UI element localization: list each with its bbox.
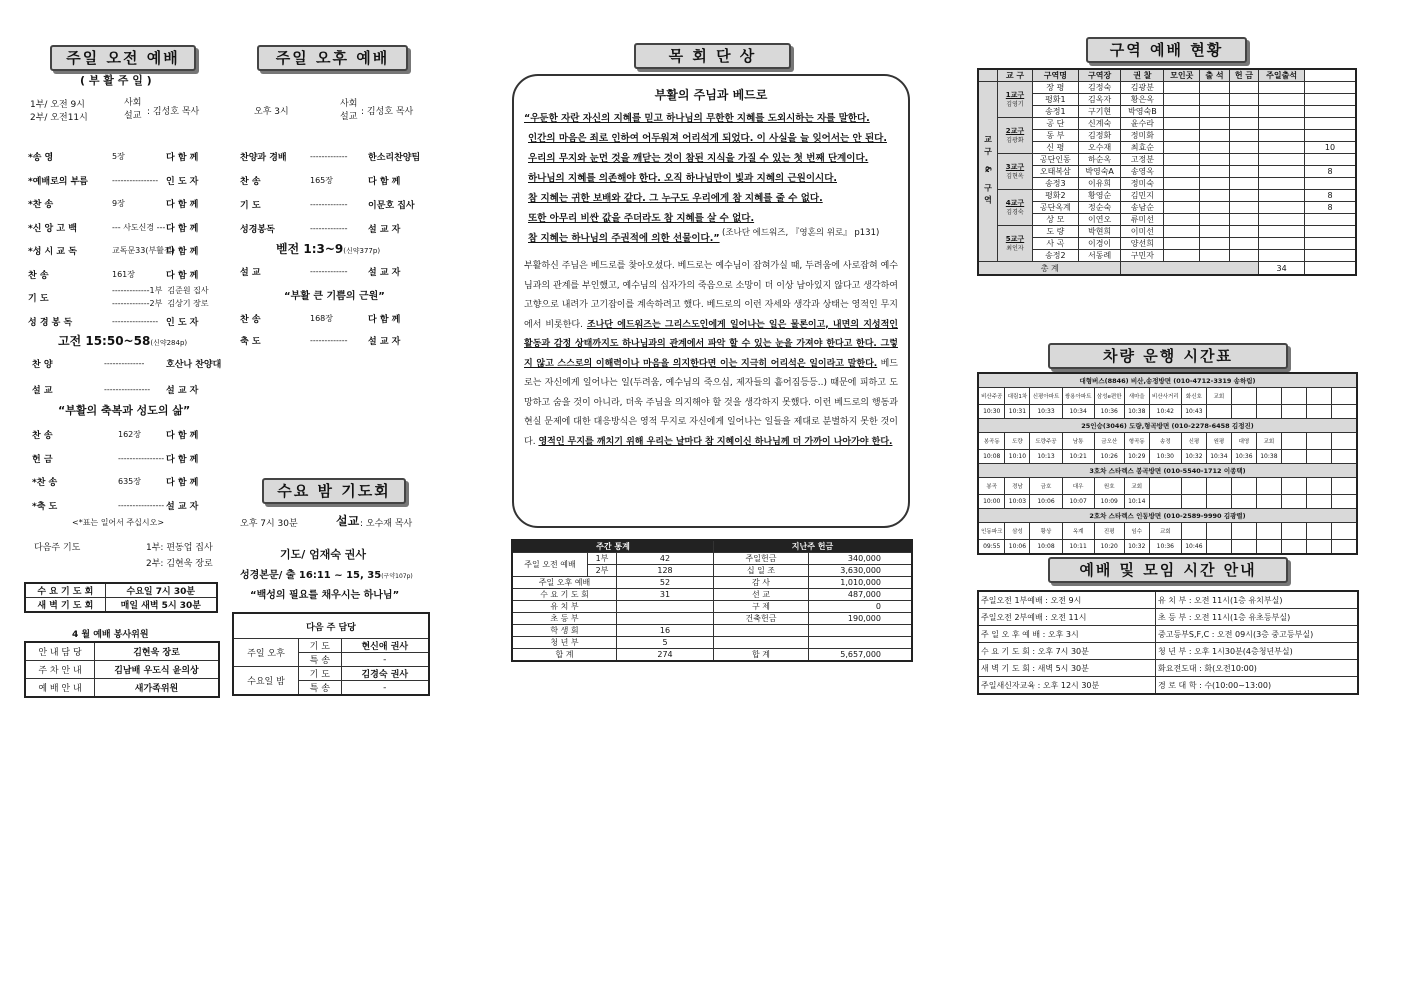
order-item-label: *성 시 교 독 [28, 247, 77, 257]
schedule-row: 주일새신자교육 : 오후 12시 30분 경 로 대 학 : 수(10:00~13:00) [978, 677, 1358, 695]
volunteers-table: 안 내 담 당 김현욱 장로 주 차 안 내 김남배 우도식 윤의상 예 배 안 내 새가족위원 [24, 641, 220, 698]
stats-row: 주일 오후 예배 52 감 사 1,010,000 [512, 577, 912, 589]
bus-stops: 인동파크 삼성 황상 옥계 진평 임수 교회 [978, 523, 1357, 540]
order-item-label: *송 영 [28, 153, 54, 163]
order-item-leader: 호산나 찬양대 [166, 360, 222, 370]
district-row: 5교구 최인자 도 량 박현희 이미선 [978, 226, 1356, 238]
order-item-middle: ---------------- [112, 316, 159, 326]
district-row: 공단옥계 정순숙 송남순 8 [978, 202, 1356, 214]
district-col-header: 구역장 [1078, 69, 1121, 82]
order-item-label: 축 도 [240, 337, 261, 347]
order-item-label: 설 교 [240, 268, 261, 278]
schedule-row: 주 일 오 후 예 배 : 오후 3시 중고등부S,F,C : 오전 09시(3층 중고등부실) [978, 626, 1358, 643]
quote-line: 참 지혜는 하나님의 주권적에 의한 선물이다.” [528, 233, 720, 244]
order-item-label: 기 도 [240, 201, 261, 211]
order-item-leader: 다 함 께 [166, 247, 199, 257]
am-worship-header: 주일 오전 예배 [50, 45, 196, 71]
order-item-label: 찬 송 [240, 315, 261, 325]
district-row: 동 부 김정화 정미화 [978, 130, 1356, 142]
pm-scripture: 벧전 1:3~9(신약377p) [276, 242, 381, 256]
prayer-meeting-table: 수 요 기 도 회 수요일 7시 30분 새 벽 기 도 회 매일 새벽 5시 30분 [24, 582, 218, 613]
order-item-middle: ------------- [310, 224, 348, 233]
order-item-label: 찬 양 [32, 360, 53, 370]
quote-line: “우둔한 자란 자신의 지혜를 믿고 하나님의 무한한 지혜를 도외시하는 자를 말한다. [524, 113, 870, 124]
order-item-leader: 다 함 께 [368, 177, 401, 187]
order-item-leader: 설 교 자 [368, 268, 401, 278]
order-item-label: 찬 송 [28, 270, 49, 281]
order-item-middle: ------------- [310, 152, 348, 161]
district-total-row: 총 계 34 [978, 262, 1356, 276]
order-item-middle: ---------------- [104, 385, 151, 394]
order-item-label: 성 경 봉 독 [28, 317, 73, 328]
district-side-label: 교구 & 구역 [978, 82, 998, 262]
order-item-middle: ------------- [310, 336, 348, 345]
bus-header: 차량 운행 시간표 [1048, 343, 1288, 369]
order-item-label: 설 교 [32, 386, 53, 396]
am-service-2: 2부/ 오전11시 [30, 113, 88, 123]
order-item-middle: 9장 [112, 199, 125, 208]
quote-line: 또한 아무리 비싼 값을 주더라도 참 지혜를 살 수 없다. [528, 213, 755, 224]
order-item-leader: 설 교 자 [368, 225, 401, 235]
pm-preacher: : 김성호 목사 [361, 107, 414, 117]
order-item-middle: --- 사도신경 --- [112, 222, 166, 232]
pastor-quote [524, 109, 898, 249]
next-prayer-label: 다음주 기도 [34, 543, 81, 553]
district-col-header: 출 석 [1200, 69, 1230, 82]
next-prayer-2: 2부: 김현욱 장로 [146, 559, 213, 569]
bus-stops: 비산주공 대림1차 신평아파트 쌍용아파트 삼성e편한 새마을 비산사거리 화신호 교회 [978, 388, 1357, 405]
district-row: 사 곡 이경이 양선희 [978, 238, 1356, 250]
pm-worship-header: 주일 오후 예배 [257, 45, 408, 71]
district-row: 송정1 구기현 박영숙B [978, 106, 1356, 118]
pm-time: 오후 3시 [254, 107, 289, 117]
district-group: 3교구 김현옥 [998, 154, 1033, 190]
stats-row: 학 생 회 16 [512, 625, 912, 637]
order-item-middle: ------------- [310, 200, 348, 209]
order-item-label: *찬 송 [32, 478, 58, 488]
order-item-middle: 교독문33(부활절) [112, 246, 175, 255]
next-week-table: 다음 주 담당 주일 오후 기 도 현신애 권사 특 송 - 수요일 밤 기 도 김경숙 권사 특 송 - [232, 612, 430, 696]
order-item-middle: 162장 [118, 430, 141, 439]
pm-preach-label: 사회 설교 [340, 99, 358, 122]
district-row: 신 평 오수재 최효순 10 [978, 142, 1356, 154]
order-item-label: 찬 송 [32, 431, 53, 441]
order-item-label: 헌 금 [32, 454, 53, 465]
stats-row: 유 치 부 구 제 0 [512, 601, 912, 613]
am-scripture: 고전 15:50~58(신약284p) [58, 334, 188, 348]
district-row: 2교구 김광화 공 단 신계숙 윤수라 [978, 118, 1356, 130]
order-item-leader: 설 교 자 [166, 386, 199, 396]
pm-sermon-title: “부활 큰 기쁨의 근원” [284, 291, 385, 302]
order-item-middle: ---------------- [112, 175, 159, 185]
order-item-leader: 설 교 자 [166, 501, 199, 512]
stats-row: 합 계 274 합 계 5,657,000 [512, 649, 912, 662]
bus-stops: 봉곡 경남 금호 대우 원호 교회 [978, 478, 1357, 495]
volunteers-title: 4 월 예배 봉사위원 [72, 630, 149, 640]
district-row: 송정3 이유희 정미숙 [978, 178, 1356, 190]
district-col-header: 주일출석 [1259, 69, 1305, 82]
quote-line: 하나님의 지혜를 의존해야 한다. 오직 하나님만이 빛과 지혜의 근원이시다. [528, 173, 837, 184]
wed-title: “백성의 필요를 채우시는 하나님” [250, 590, 400, 601]
schedule-row: 수 요 기 도 회 : 오후 7시 30분 청 년 부 : 오후 1시30분(4층청년부실) [978, 643, 1358, 660]
wed-time: 오후 7시 30분 [240, 519, 298, 529]
bus-route-title: 대형버스(8846) 비산,송정방면 (010-4712-3319 송하림) [978, 373, 1357, 388]
pastor-header: 목 회 단 상 [634, 43, 791, 69]
quote-line: 인간의 마음은 죄로 인하여 어두워져 어리석게 되었다. 이 사실을 늘 잊어서는 안 된다. [528, 133, 887, 144]
district-group: 2교구 김광화 [998, 118, 1033, 154]
bus-route-title: 3호차 스타렉스 봉곡방면 (010-5540-1712 이종택) [978, 464, 1357, 478]
order-item-leader: 이문호 집사 [368, 201, 415, 211]
stats-row: 청 년 부 5 [512, 637, 912, 649]
wed-preacher: : 오수재 목사 [360, 519, 413, 529]
district-row: 상 모 이연오 류미선 [978, 214, 1356, 226]
pastor-body: 부활하신 주님은 베드로를 찾아오셨다. 베드로는 예수님이 잡혀가실 때, 두려움에 사로잡혀 예수님과의 관계를 부인했고, 예수님의 십자가의 죽음으로 소망이 더 이상 남아있지 않다고 생각하여 고향으로 내려가 고기잡이를 계속하려고 했다. 베드로의 이런 자세와 생각과 상태는 영적인 무지에서 비롯한다. 조나단 에드워즈는 그리스도인에게 일어나는 일은 물론이고, 내면의 지성적인 활동과 감정 상태까지도 하나님과의 관계에서 파악 할 수 있는 눈을 가져야 한다고 한다. 그렇지 않고 스스로의 이해력이나 마음을 의지한다면 이는 지극히 어리석은 일이라고 말한다. 베드로는 자신에게 일어나는 일(두려움, 예수님의 죽으심, 제자들의 흩어짐등등..) 때문에 피하고 도망하고 숨을 것이 아니라, 더욱 주님을 의지해야 할 것을 생각하지 못했다. 이런 베드로의 행동과 현실 문제에 대한 대응방식은 영적 무지로 자신에게 일어나는 일들을 제대로 분별하지 못한 것이다. 영적인 무지를 깨치기 위해 우리는 날마다 참 지혜이신 하나님께 더 가까이 나아가야 한다. [524, 261, 898, 447]
bus-route-title: 25인승(3046) 도량,형곡방면 (010-2278-6458 김정진) [978, 419, 1357, 433]
bus-times: 09:55 10:06 10:08 10:11 10:20 10:32 10:36 10:46 [978, 540, 1357, 555]
order-item-leader: 다 함 께 [166, 153, 199, 163]
order-item-middle: 161장 [112, 269, 135, 279]
order-item-leader: 설 교 자 [368, 337, 401, 347]
order-item-leader: 다 함 께 [166, 454, 199, 465]
am-subtitle: ( 부 활 주 일 ) [80, 74, 152, 87]
wed-preach-label: 설교 [336, 514, 360, 528]
district-header: 구역 예배 현황 [1086, 37, 1247, 63]
am-note: <*표는 일어서 주십시오> [72, 518, 165, 527]
order-item-middle: 5장 [112, 152, 125, 161]
bus-times: 10:08 10:10 10:13 10:21 10:26 10:29 10:30 10:32 10:34 10:36 10:38 [978, 450, 1357, 464]
district-row: 4교구 김경숙 평화2 황영순 김민지 8 [978, 190, 1356, 202]
district-table [977, 68, 1357, 276]
bus-times: 10:30 10:31 10:33 10:34 10:36 10:38 10:42 10:43 [978, 405, 1357, 419]
stats-row: 수 요 기 도 회 31 선 교 487,000 [512, 589, 912, 601]
order-item-leader: 다 함 께 [166, 270, 199, 281]
order-item-middle: -------------- [104, 359, 145, 368]
am-sermon-title: “부활의 축복과 성도의 삶” [58, 404, 191, 417]
district-row: 교구 & 구역 1교구 김영기 장 평 김정숙 김광분 [978, 82, 1356, 94]
order-item-label: 찬 송 [240, 177, 261, 187]
schedule-row: 새 벽 기 도 회 : 새벽 5시 30분 화요전도대 : 화(오전10:00) [978, 660, 1358, 677]
order-item-label: *신 앙 고 백 [28, 223, 77, 234]
wed-prayer: 기도/ 엄재숙 권사 [280, 548, 367, 561]
order-item-middle: 165장 [310, 176, 333, 185]
order-item-leader: 다 함 께 [166, 200, 199, 210]
order-item-leader: 다 함 께 [166, 478, 199, 488]
am-preach-label: 사회 설교 [124, 98, 142, 121]
district-group: 5교구 최인자 [998, 226, 1033, 262]
order-item-label: *축 도 [32, 501, 58, 512]
stats-row: 2부 128 십 일 조 3,630,000 [512, 565, 912, 577]
district-col-header: 권 찰 [1121, 69, 1164, 82]
order-item-label: 찬양과 경배 [240, 153, 287, 163]
pastor-column [512, 74, 910, 528]
next-prayer-1: 1부: 편동업 집사 [146, 543, 213, 553]
bus-table [977, 372, 1358, 555]
order-item-leader: 다 함 께 [166, 431, 199, 441]
order-item-leader: 인 도 자 [166, 317, 199, 328]
schedule-header: 예배 및 모임 시간 안내 [1048, 557, 1288, 583]
wednesday-header: 수요 밤 기도회 [262, 478, 406, 504]
order-item-middle: ------------- [310, 267, 348, 276]
district-col-header: 모인곳 [1164, 69, 1200, 82]
order-item-label: *찬 송 [28, 200, 54, 210]
quote-source: (조나단 에드워즈, 『영혼의 위로』 p131) [722, 228, 880, 238]
quote-line: 참 지혜는 귀한 보배와 같다. 그 누구도 우리에게 참 지혜를 줄 수 없다. [528, 193, 823, 204]
order-item-middle: 635장 [118, 477, 141, 486]
district-row: 3교구 김현옥 공단인동 하순옥 고정분 [978, 154, 1356, 166]
district-col-header: 교 구 [998, 69, 1033, 82]
order-item-label: 성경봉독 [240, 225, 275, 235]
schedule-table [977, 590, 1359, 695]
order-item-leader: 인 도 자 [166, 176, 199, 187]
district-col-header: 구역명 [1033, 69, 1079, 82]
order-item-middle: ---------------- [118, 500, 165, 510]
bus-times: 10:00 10:03 10:06 10:07 10:09 10:14 [978, 495, 1357, 509]
order-item-middle: ---------------- [118, 453, 165, 463]
schedule-row: 주일오전 1부예배 : 오전 9시 유 치 부 : 오전 11시(1층 유치부실) [978, 591, 1358, 609]
district-row: 송정2 서동례 구민자 [978, 250, 1356, 262]
order-item-leader: 다 함 께 [368, 315, 401, 325]
stats-row: 초 등 부 건축헌금 190,000 [512, 613, 912, 625]
stats-table: 주간 통계 지난주 헌금 주일 오전 예배 1부 42 주일헌금 340,000 2부 128 십 일 조 3,630,000 주일 오후 예배 52 감 사 1,010,000 수 요 기 도 회 31 선 교 487,000 유 치 부 구 제 0 초 등 부 건축헌금 190,000 학 생 회 16 청 년 부 5 합 계 274 합 계 5,657,000 [511, 539, 913, 662]
am-preacher: : 김성호 목사 [147, 107, 200, 117]
order-item-leader: 한소리찬양팀 [368, 153, 421, 163]
district-row: 오태복삼 박영숙A 송영옥 8 [978, 166, 1356, 178]
schedule-row: 주일오전 2부예배 : 오전 11시 초 등 부 : 오전 11시(1층 유초등부실) [978, 609, 1358, 626]
order-item-middle: -------------1부 김준원 집사 -------------2부 김상기 장로 [112, 286, 209, 308]
wed-scripture: 성경본문/ 출 16:11 ~ 15, 35(구약107p) [240, 570, 413, 581]
stats-row: 주일 오전 예배 1부 42 주일헌금 340,000 [512, 553, 912, 565]
order-item-label: 기 도 [28, 294, 49, 304]
district-col-header: 헌 금 [1229, 69, 1259, 82]
district-group: 1교구 김영기 [998, 82, 1033, 118]
am-service-1: 1부/ 오전 9시 [30, 100, 85, 110]
bus-stops: 봉곡동 도량 도량주공 남통 금오산 형곡동 송정 신평 원평 대영 교회 [978, 433, 1357, 450]
pastor-title: 부활의 주님과 베드로 [654, 88, 768, 102]
district-group: 4교구 김경숙 [998, 190, 1033, 226]
quote-line: 우리의 무지와 눈먼 것을 깨닫는 것이 참된 지식을 가질 수 있는 첫 번째 단계이다. [528, 153, 869, 164]
order-item-leader: 다 함 께 [166, 223, 199, 234]
order-item-middle: 168장 [310, 314, 333, 323]
bus-route-title: 2호차 스타렉스 인동방면 (010-2589-9990 김광렬) [978, 509, 1357, 523]
order-item-label: *예배로의 부름 [28, 176, 89, 187]
district-row: 평화1 김옥자 황은옥 [978, 94, 1356, 106]
